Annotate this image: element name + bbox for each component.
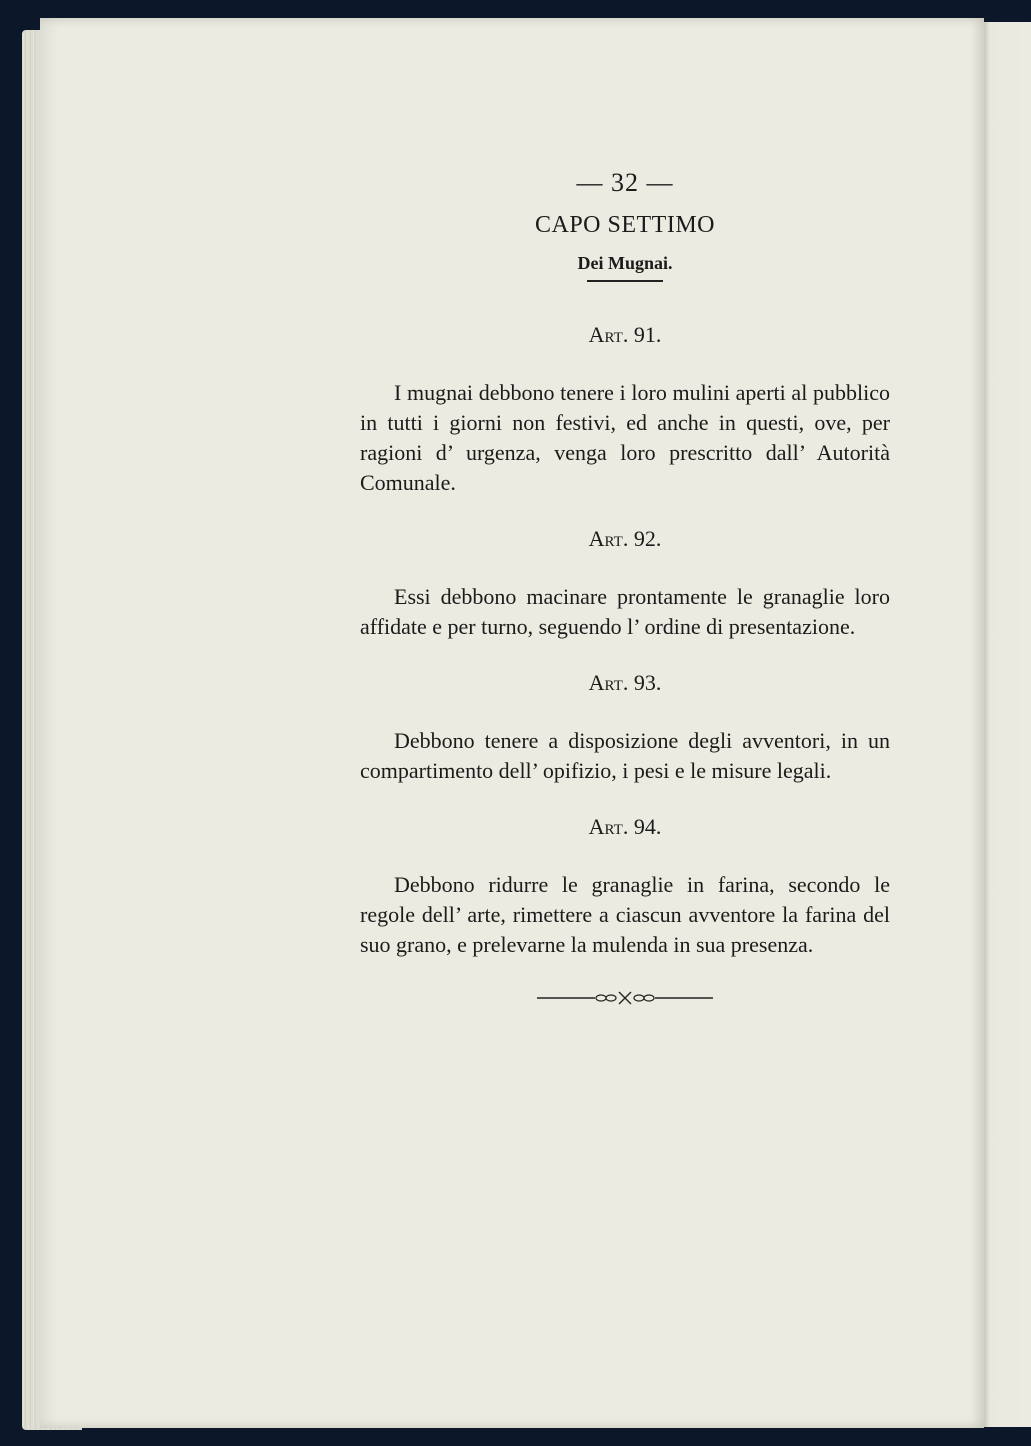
section-title: Dei Mugnai. xyxy=(577,253,673,273)
facing-page-edge xyxy=(984,22,1031,1427)
end-ornament xyxy=(535,988,715,1008)
article-text-91: I mugnai debbono tenere i loro mulini aperti al pubblico in tutti i giorni non festivi, ed anche in questi, ove, per ragioni d’ urgenza, venga loro prescritto dall’ Autorità Comunale. xyxy=(360,380,890,495)
article-heading-92: Art. 92. xyxy=(588,526,662,551)
article-heading-91: Art. 91. xyxy=(588,322,662,347)
chapter-title: CAPO SETTIMO xyxy=(534,212,715,238)
article-heading-93: Art. 93. xyxy=(588,670,662,695)
book-page xyxy=(40,18,984,1428)
article-text-93: Debbono tenere a disposizione degli avventori, in un compartimento dell’ opifizio, i pesi e le misure legali. xyxy=(360,728,890,783)
page-number: — 32 — xyxy=(576,168,674,197)
title-rule xyxy=(587,280,663,282)
article-heading-94: Art. 94. xyxy=(588,814,662,839)
article-text-94: Debbono ridurre le granaglie in farina, secondo le regole dell’ arte, rimettere a ciascun avventore la farina del suo grano, e prelevarne la mulenda in sua presenza. xyxy=(360,872,890,957)
article-text-92: Essi debbono macinare prontamente le granaglie loro affidate e per turno, seguendo l’ ordine di presentazione. xyxy=(360,584,890,639)
page-content xyxy=(360,168,890,1008)
